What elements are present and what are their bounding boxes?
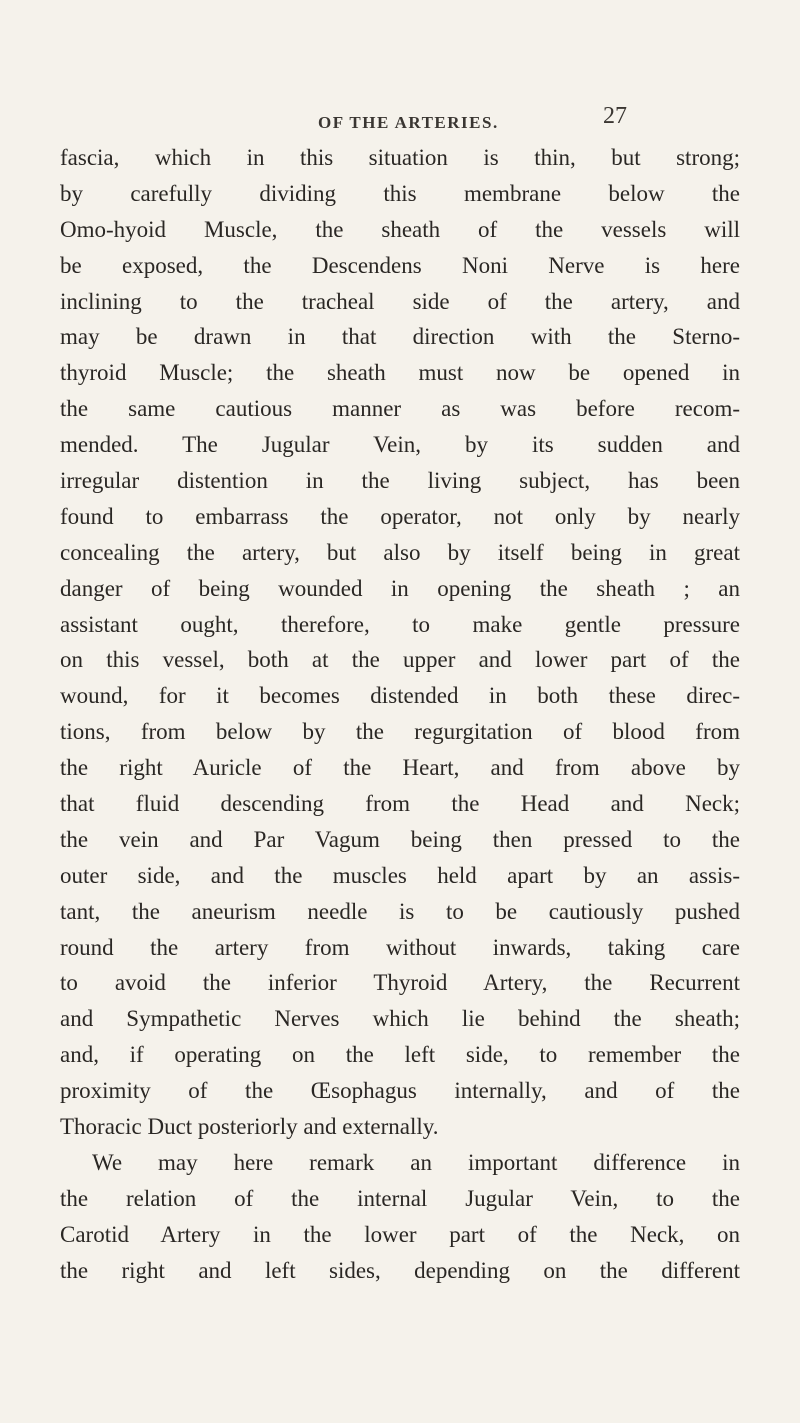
text-line: that fluid descending from the Head and Neck;: [60, 791, 740, 817]
text-line: tant, the aneurism needle is to be cautiously pushed: [60, 898, 740, 924]
text-line: Omo-hyoid Muscle, the sheath of the vessels will: [60, 216, 740, 242]
text-line: round the artery from without inwards, taking care: [60, 934, 740, 960]
text-line: the vein and Par Vagum being then pressed to the: [60, 826, 740, 852]
text-line: inclining to the tracheal side of the artery, and: [60, 288, 740, 314]
text-line: Carotid Artery in the lower part of the Neck, on: [60, 1221, 740, 1247]
text-line: fascia, which in this situation is thin, but strong;: [60, 145, 740, 170]
page-number: 27: [603, 103, 627, 129]
text-line: thyroid Muscle; the sheath must now be opened in: [60, 360, 740, 386]
text-line: the same cautious manner as was before recom-: [60, 396, 740, 422]
text-line: the relation of the internal Jugular Vein, to the: [60, 1185, 740, 1211]
text-line: by carefully dividing this membrane below the: [60, 180, 740, 206]
text-line: concealing the artery, but also by itself being in great: [60, 539, 740, 565]
running-title: OF THE ARTERIES.: [318, 113, 499, 132]
running-head: [0, 103, 800, 143]
text-line: the right Auricle of the Heart, and from above by: [60, 755, 740, 781]
paragraph-end-line: Thoracic Duct posteriorly and externally.: [60, 1114, 439, 1140]
text-line: mended. The Jugular Vein, by its sudden and: [60, 432, 740, 458]
text-line: and Sympathetic Nerves which lie behind the sheath;: [60, 1006, 740, 1032]
text-line: and, if operating on the left side, to remember the: [60, 1042, 740, 1068]
text-line: outer side, and the muscles held apart by an assis-: [60, 862, 740, 888]
text-line: to avoid the inferior Thyroid Artery, the Recurrent: [60, 970, 740, 996]
text-line: wound, for it becomes distended in both these direc-: [60, 683, 740, 709]
text-line: be exposed, the Descendens Noni Nerve is here: [60, 252, 740, 278]
text-line: on this vessel, both at the upper and lower part of the: [60, 647, 740, 673]
text-line: irregular distention in the living subject, has been: [60, 468, 740, 494]
text-line: danger of being wounded in opening the sheath ; an: [60, 575, 740, 601]
text-line: proximity of the Œsophagus internally, and of the: [60, 1078, 740, 1104]
text-line: assistant ought, therefore, to make gentle pressure: [60, 611, 740, 637]
text-line: tions, from below by the regurgitation of blood from: [60, 719, 740, 745]
text-line: the right and left sides, depending on the different: [60, 1257, 740, 1283]
text-line: found to embarrass the operator, not only by nearly: [60, 503, 740, 529]
body-text: [60, 140, 740, 1289]
text-line: may be drawn in that direction with the Sterno-: [60, 324, 740, 350]
paragraph-start-line: We may here remark an important difference in: [92, 1149, 740, 1175]
